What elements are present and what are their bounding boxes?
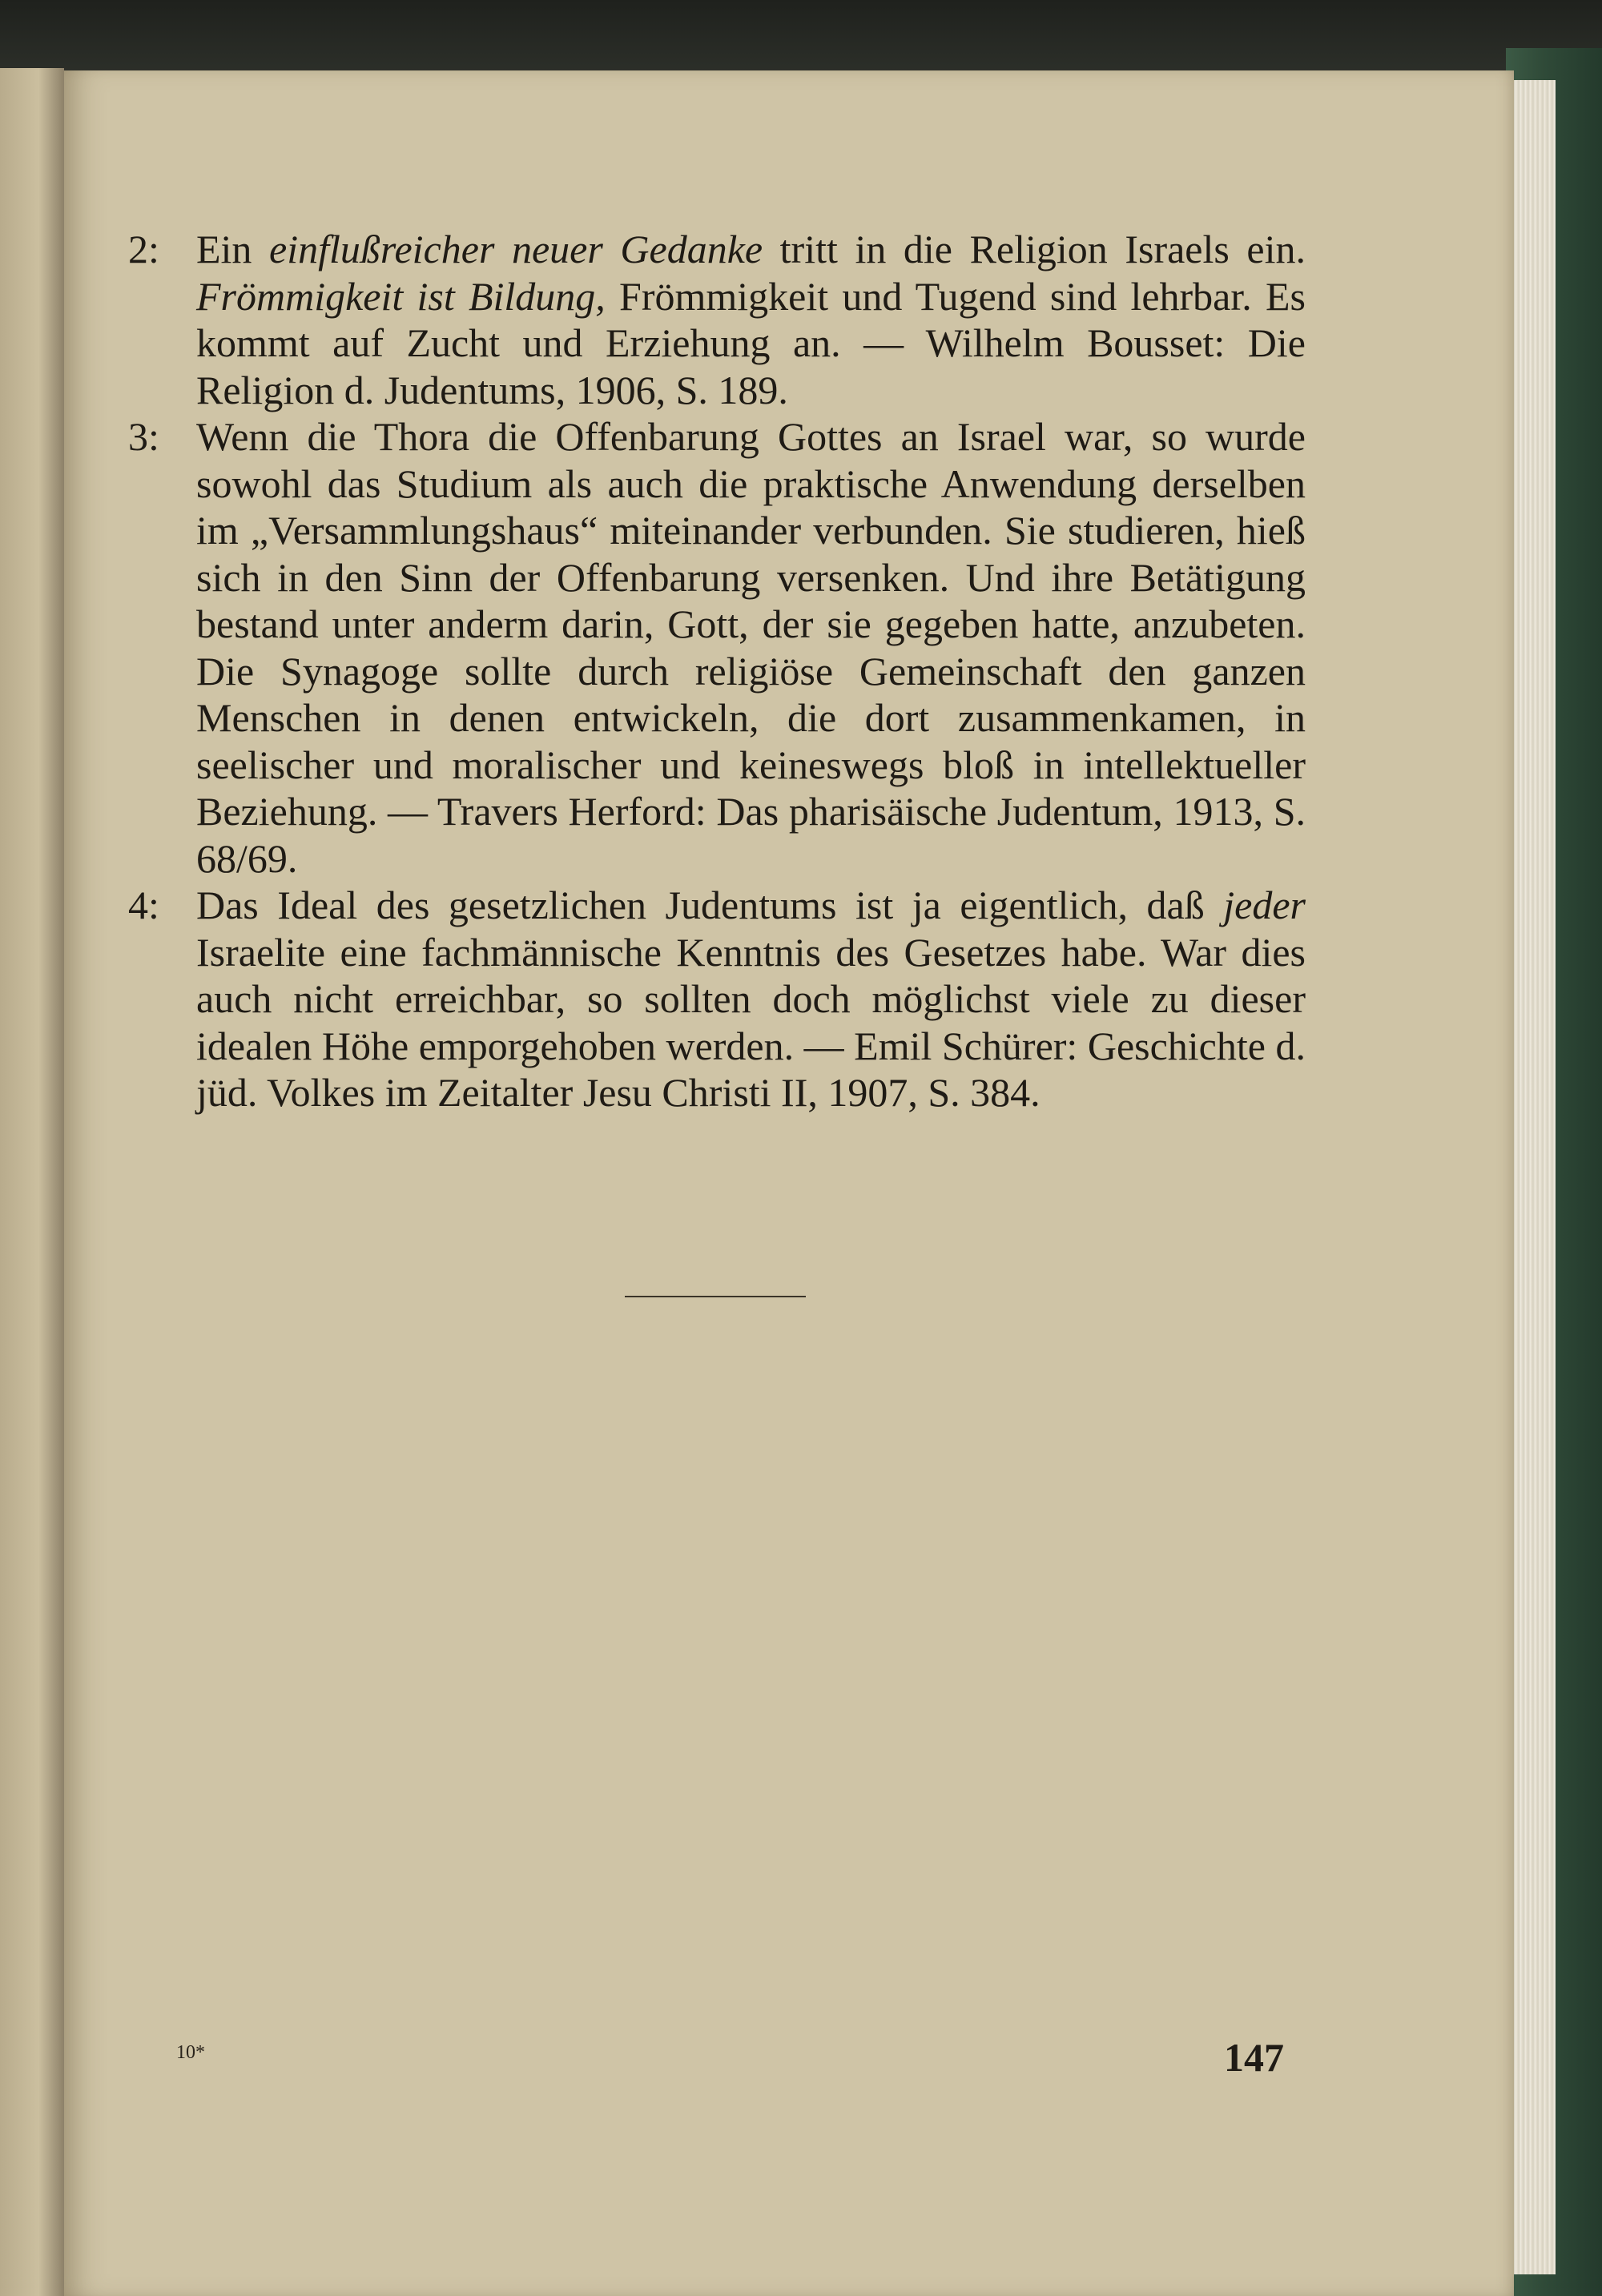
separator-rule [625,1296,806,1297]
book-cover-top [0,0,1602,72]
note-text [196,882,1306,1116]
endnote-3 [128,413,1306,882]
note-text-part: Wenn die Thora die Offenbarung Gottes an Israel war, so wurde sowohl das Studium als auch die praktische Anwendung derselben im „Versammlungshaus“ miteinander verbunden. Sie studieren, hieß sich in den Sinn der Offenbarung versenken. Und ihre Betätigung bestand unter anderm darin, Gott, der sie gegeben hatte, anzubeten. Die Synagoge sollte durch religiöse Gemeinschaft den ganzen Menschen in denen entwickeln, die dort zusammenkamen, in seelischer und moralischer und keineswegs bloß in intellektueller Beziehung. — Travers Herford: Das pharisäische Judentum, 1913, S. 68/69. [196,414,1306,881]
note-emphasis: Frömmigkeit ist Bildung, [196,273,606,319]
note-text [196,413,1306,882]
left-page-edge [0,68,64,2296]
note-text-part: tritt in die Religion Israels ein. [763,227,1306,271]
note-number: 2: [128,227,159,271]
page-number: 147 [1224,2035,1284,2080]
note-text-part: Israelite eine fachmännische Kenntnis des Gesetzes habe. War dies auch nicht erreichbar, so sollten doch möglichst viele zu dieser idealen Höhe emporgehoben werden. — Emil Schürer: Geschichte d. jüd. Volkes im Zeitalter Jesu Christi II, 1907, S. 384. [196,929,1306,1115]
page-edges [1510,80,1556,2274]
note-number: 4: [128,883,159,927]
note-emphasis: jeder [1223,883,1306,927]
endnote-2 [128,226,1306,413]
note-text-part: Ein [196,227,270,271]
note-text [196,226,1306,413]
signature-mark: 10* [176,2042,205,2063]
note-text-part: Frömmigkeit und Tugend sind lehrbar. Es kommt auf Zucht und Erziehung an. — Wilhelm Bousset: Die Religion d. Judentums, 1906, S. 189. [196,273,1306,412]
note-emphasis: einflußreicher neuer Gedanke [269,227,763,271]
note-text-part: Das Ideal des gesetzlichen Judentums ist ja eigentlich, daß [196,883,1224,927]
endnote-4 [128,882,1306,1116]
endnotes [128,226,1306,1116]
note-number: 3: [128,414,159,459]
